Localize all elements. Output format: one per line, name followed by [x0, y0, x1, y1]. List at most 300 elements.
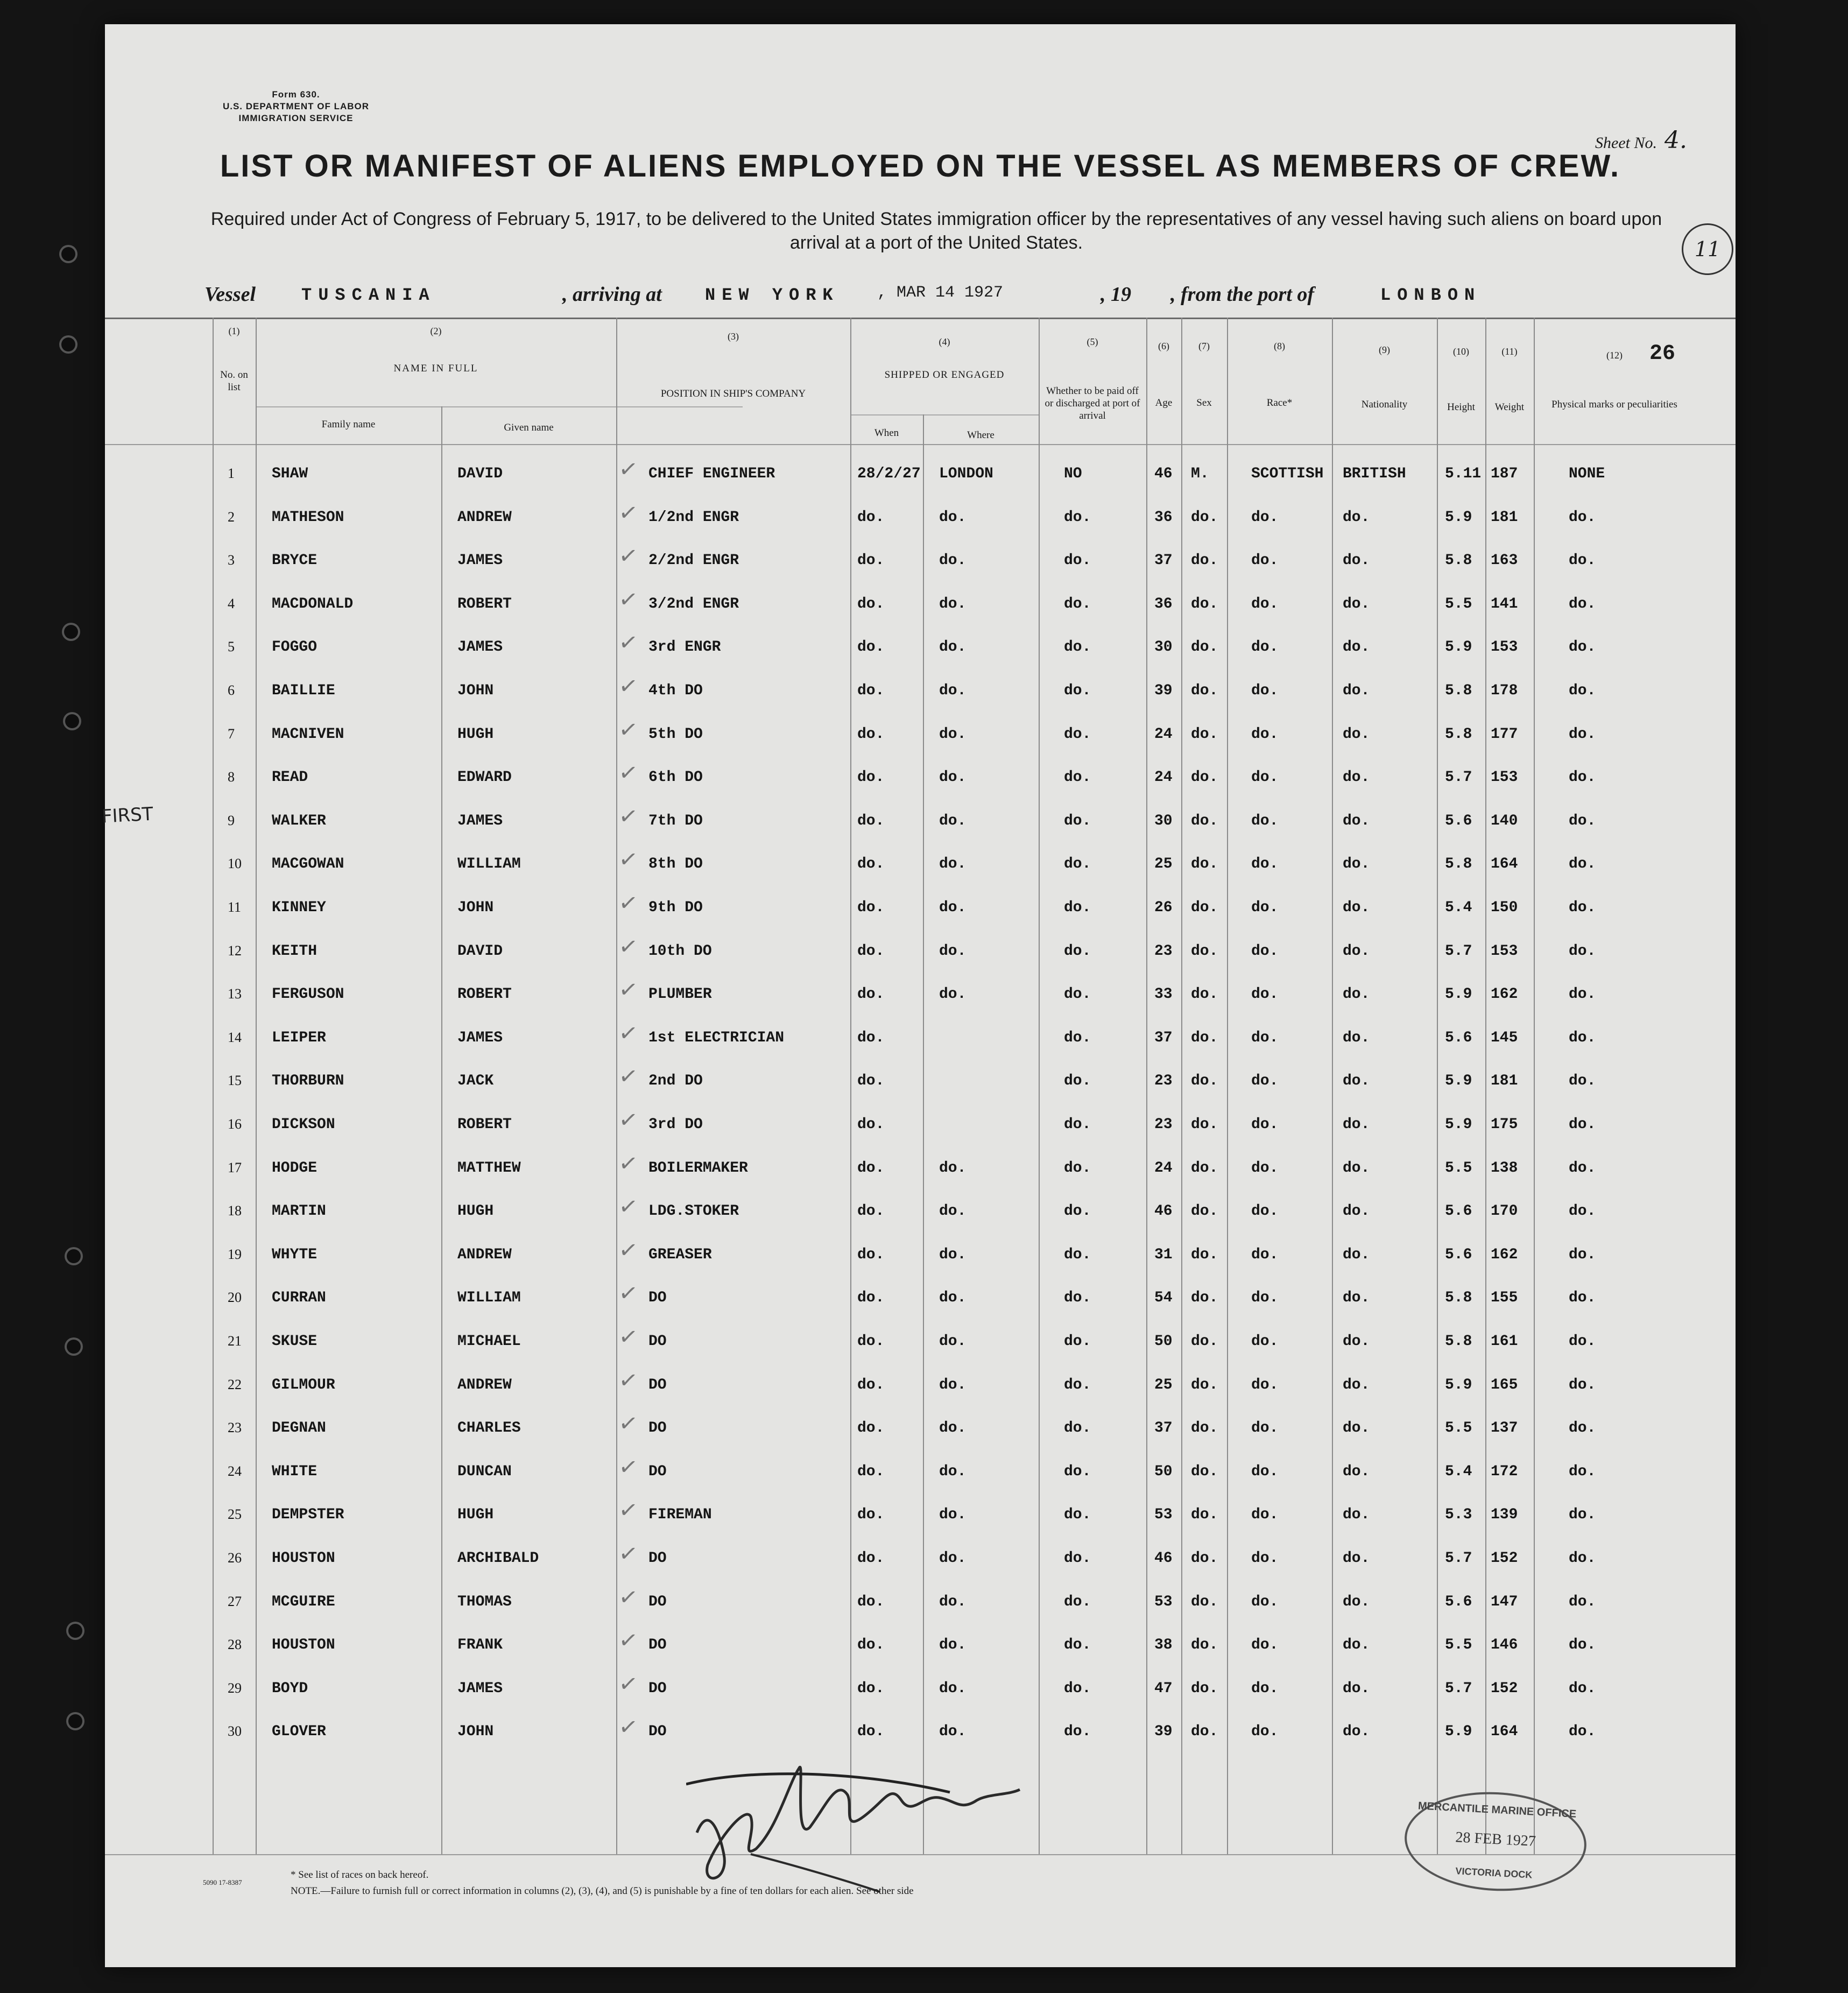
cell-given: CHARLES: [457, 1420, 521, 1437]
cell-height: 5.9: [1445, 986, 1472, 1003]
punch-hole: [62, 623, 80, 641]
cell-weight: 165: [1491, 1376, 1518, 1393]
cell-weight: 152: [1491, 1680, 1518, 1697]
cell-paid: do.: [1064, 1116, 1091, 1133]
col-header-physical-marks: Physical marks or peculiarities: [1551, 399, 1677, 410]
col-header-position: POSITION IN SHIP'S COMPANY: [660, 388, 806, 399]
checkmark-icon: ✓: [617, 1279, 640, 1308]
checkmark-icon: ✓: [617, 888, 640, 918]
table-row: [105, 454, 1736, 509]
table-row: [105, 758, 1736, 812]
col-header-when: When: [874, 427, 899, 439]
cell-paid: do.: [1064, 1073, 1091, 1090]
cell-position: 2nd DO: [648, 1073, 703, 1090]
cell-no: 13: [228, 986, 242, 1002]
cell-height: 5.8: [1445, 552, 1472, 569]
cell-family: BAILLIE: [272, 682, 335, 699]
cell-paid: do.: [1064, 1506, 1091, 1524]
cell-sex: M.: [1191, 466, 1209, 482]
cell-nat: do.: [1343, 1203, 1370, 1220]
cell-height: 5.6: [1445, 1593, 1472, 1610]
cell-age: 26: [1154, 899, 1173, 916]
cell-weight: 150: [1491, 899, 1518, 916]
cell-height: 5.8: [1445, 1333, 1472, 1350]
cell-when: do.: [857, 856, 885, 873]
cell-nat: do.: [1343, 1029, 1370, 1046]
cell-nat: do.: [1343, 1159, 1370, 1177]
cell-when: do.: [857, 769, 885, 786]
col-num-6: (6): [1158, 341, 1169, 351]
cell-where: do.: [939, 1376, 967, 1393]
cell-marks: do.: [1569, 1506, 1596, 1524]
col-num-9: (9): [1379, 344, 1390, 355]
cell-sex: do.: [1191, 639, 1218, 656]
table-row: [105, 541, 1736, 595]
cell-no: 8: [228, 769, 235, 785]
cell-nat: do.: [1343, 682, 1370, 699]
cell-no: 27: [228, 1593, 242, 1609]
cell-given: JAMES: [457, 1029, 503, 1046]
cell-paid: do.: [1064, 769, 1091, 786]
col-num-12: (12): [1606, 350, 1623, 361]
cell-height: 5.6: [1445, 1203, 1472, 1220]
cell-marks: do.: [1569, 1680, 1596, 1697]
cell-position: PLUMBER: [648, 986, 712, 1003]
cell-age: 24: [1154, 1159, 1173, 1177]
cell-marks: do.: [1569, 1463, 1596, 1480]
cell-weight: 139: [1491, 1506, 1518, 1524]
cell-position: DO: [648, 1290, 667, 1307]
checkmark-icon: ✓: [617, 1496, 640, 1525]
table-row: [105, 1452, 1736, 1506]
cell-paid: do.: [1064, 1723, 1091, 1741]
cell-when: do.: [857, 639, 885, 656]
checkmark-icon: ✓: [617, 1582, 640, 1611]
cell-height: 5.8: [1445, 856, 1472, 873]
cell-when: do.: [857, 1550, 885, 1567]
cell-weight: 181: [1491, 1073, 1518, 1090]
cell-height: 5.7: [1445, 1680, 1472, 1697]
cell-marks: do.: [1569, 899, 1596, 916]
cell-height: 5.3: [1445, 1506, 1472, 1524]
table-row: [105, 671, 1736, 726]
cell-nat: do.: [1343, 899, 1370, 916]
cell-race: do.: [1251, 1506, 1279, 1524]
cell-no: 25: [228, 1506, 242, 1523]
cell-when: do.: [857, 1159, 885, 1177]
cell-marks: do.: [1569, 812, 1596, 829]
cell-when: do.: [857, 1203, 885, 1220]
cell-when: do.: [857, 1116, 885, 1133]
cell-sex: do.: [1191, 1376, 1218, 1393]
cell-age: 38: [1154, 1637, 1173, 1654]
cell-race: do.: [1251, 1073, 1279, 1090]
cell-sex: do.: [1191, 942, 1218, 960]
cell-no: 1: [228, 466, 235, 481]
cell-race: do.: [1251, 856, 1279, 873]
checkmark-icon: ✓: [617, 758, 640, 787]
cell-sex: do.: [1191, 595, 1218, 612]
cell-family: MCGUIRE: [272, 1593, 335, 1610]
cell-where: do.: [939, 1680, 967, 1697]
cell-given: ROBERT: [457, 986, 512, 1003]
col-num-5: (5): [1087, 336, 1098, 347]
cell-given: JACK: [457, 1073, 494, 1090]
cell-position: 7th DO: [648, 812, 703, 829]
punch-hole: [66, 1712, 84, 1730]
cell-weight: 175: [1491, 1116, 1518, 1133]
cell-sex: do.: [1191, 726, 1218, 743]
cell-when: do.: [857, 509, 885, 526]
checkmark-icon: ✓: [617, 1452, 640, 1482]
cell-height: 5.9: [1445, 1073, 1472, 1090]
cell-when: do.: [857, 1290, 885, 1307]
punch-hole: [65, 1337, 83, 1356]
cell-nat: do.: [1343, 1723, 1370, 1741]
checkmark-icon: ✓: [617, 1539, 640, 1568]
cell-age: 25: [1154, 856, 1173, 873]
cell-race: do.: [1251, 1723, 1279, 1741]
cell-position: 2/2nd ENGR: [648, 552, 739, 569]
cell-given: ANDREW: [457, 1376, 512, 1393]
from-port-label: , from the port of: [1170, 283, 1315, 306]
cell-given: HUGH: [457, 1506, 494, 1524]
punch-hole: [66, 1622, 84, 1640]
table-row: [105, 1235, 1736, 1290]
print-code: 5090 17-8387: [203, 1878, 242, 1886]
cell-no: 9: [228, 812, 235, 828]
cell-position: DO: [648, 1463, 667, 1480]
cell-age: 36: [1154, 595, 1173, 612]
cell-paid: do.: [1064, 1203, 1091, 1220]
cell-family: DEGNAN: [272, 1420, 326, 1437]
col-num-10: (10): [1453, 346, 1469, 357]
cell-when: do.: [857, 1420, 885, 1437]
checkmark-icon: ✓: [617, 1669, 640, 1699]
cell-paid: do.: [1064, 856, 1091, 873]
cell-when: do.: [857, 552, 885, 569]
checkmark-icon: ✓: [617, 975, 640, 1004]
col-num-2: (2): [430, 326, 442, 336]
cell-sex: do.: [1191, 856, 1218, 873]
table-row: [105, 1062, 1736, 1116]
cell-nat: do.: [1343, 1463, 1370, 1480]
cell-family: MACDONALD: [272, 595, 354, 612]
checkmark-icon: ✓: [617, 498, 640, 527]
cell-height: 5.9: [1445, 1723, 1472, 1741]
cell-given: ANDREW: [457, 1246, 512, 1263]
checkmark-icon: ✓: [617, 1105, 640, 1135]
cell-family: WHYTE: [272, 1246, 318, 1263]
cell-nat: do.: [1343, 1073, 1370, 1090]
cell-when: do.: [857, 1029, 885, 1046]
cell-position: 3rd ENGR: [648, 639, 721, 656]
cell-when: do.: [857, 942, 885, 960]
cell-given: THOMAS: [457, 1593, 512, 1610]
cell-given: JOHN: [457, 682, 494, 699]
cell-weight: 153: [1491, 769, 1518, 786]
cell-height: 5.5: [1445, 1637, 1472, 1654]
cell-weight: 145: [1491, 1029, 1518, 1046]
punch-hole: [65, 1247, 83, 1265]
cell-age: 46: [1154, 1550, 1173, 1567]
cell-no: 16: [228, 1116, 242, 1132]
cell-family: FOGGO: [272, 639, 318, 656]
cell-age: 46: [1154, 1203, 1173, 1220]
cell-sex: do.: [1191, 769, 1218, 786]
cell-when: do.: [857, 1333, 885, 1350]
cell-family: WALKER: [272, 812, 326, 829]
col-num-4: (4): [939, 336, 950, 347]
cell-weight: 181: [1491, 509, 1518, 526]
cell-sex: do.: [1191, 1637, 1218, 1654]
cell-marks: do.: [1569, 1203, 1596, 1220]
cell-given: JAMES: [457, 812, 503, 829]
cell-marks: do.: [1569, 726, 1596, 743]
cell-sex: do.: [1191, 1593, 1218, 1610]
table-row: [105, 845, 1736, 899]
cell-paid: do.: [1064, 812, 1091, 829]
cell-nat: do.: [1343, 1333, 1370, 1350]
cell-given: JOHN: [457, 899, 494, 916]
col-header-family: Family name: [321, 419, 376, 430]
cell-height: 5.9: [1445, 1376, 1472, 1393]
table-row: [105, 932, 1736, 986]
cell-sex: do.: [1191, 1290, 1218, 1307]
cell-when: do.: [857, 899, 885, 916]
cell-where: do.: [939, 1420, 967, 1437]
col-header-height: Height: [1447, 402, 1475, 413]
table-row: [105, 1018, 1736, 1073]
cell-weight: 172: [1491, 1463, 1518, 1480]
cell-where: do.: [939, 769, 967, 786]
cell-paid: do.: [1064, 1029, 1091, 1046]
cell-age: 30: [1154, 812, 1173, 829]
cell-race: do.: [1251, 1159, 1279, 1177]
cell-race: do.: [1251, 595, 1279, 612]
cell-paid: do.: [1064, 595, 1091, 612]
cell-marks: do.: [1569, 639, 1596, 656]
table-row: [105, 715, 1736, 769]
cell-position: 4th DO: [648, 682, 703, 699]
cell-position: 6th DO: [648, 769, 703, 786]
cell-when: do.: [857, 1637, 885, 1654]
table-row: [105, 801, 1736, 856]
cell-race: do.: [1251, 1637, 1279, 1654]
checkmark-icon: ✓: [617, 1713, 640, 1742]
cell-when: do.: [857, 1463, 885, 1480]
cell-when: do.: [857, 1593, 885, 1610]
cell-paid: do.: [1064, 1333, 1091, 1350]
cell-where: do.: [939, 1246, 967, 1263]
cell-age: 39: [1154, 1723, 1173, 1741]
checkmark-icon: ✓: [617, 1409, 640, 1438]
footnote-races: * See list of races on back hereof.: [291, 1869, 429, 1881]
cell-given: DUNCAN: [457, 1463, 512, 1480]
cell-nat: do.: [1343, 1420, 1370, 1437]
cell-weight: 177: [1491, 726, 1518, 743]
cell-no: 29: [228, 1680, 242, 1696]
cell-position: 3rd DO: [648, 1116, 703, 1133]
cell-no: 23: [228, 1420, 242, 1436]
cell-marks: NONE: [1569, 466, 1605, 482]
cell-nat: do.: [1343, 812, 1370, 829]
cell-sex: do.: [1191, 1159, 1218, 1177]
cell-sex: do.: [1191, 1463, 1218, 1480]
cell-nat: do.: [1343, 1680, 1370, 1697]
cell-weight: 138: [1491, 1159, 1518, 1177]
cell-nat: do.: [1343, 1376, 1370, 1393]
cell-paid: do.: [1064, 1159, 1091, 1177]
cell-sex: do.: [1191, 1723, 1218, 1741]
cell-age: 50: [1154, 1333, 1173, 1350]
table-row: [105, 888, 1736, 942]
col-num-1: (1): [228, 326, 240, 336]
cell-height: 5.11: [1445, 466, 1482, 482]
cell-race: do.: [1251, 1116, 1279, 1133]
cell-where: do.: [939, 595, 967, 612]
cell-height: 5.4: [1445, 1463, 1472, 1480]
cell-height: 5.9: [1445, 509, 1472, 526]
cell-sex: do.: [1191, 1073, 1218, 1090]
cell-given: WILLIAM: [457, 856, 521, 873]
checkmark-icon: ✓: [617, 845, 640, 874]
cell-marks: do.: [1569, 1073, 1596, 1090]
cell-age: 54: [1154, 1290, 1173, 1307]
cell-marks: do.: [1569, 1420, 1596, 1437]
cell-no: 15: [228, 1073, 242, 1089]
cell-paid: do.: [1064, 1680, 1091, 1697]
cell-paid: do.: [1064, 726, 1091, 743]
vessel-name: TUSCANIA: [301, 285, 436, 305]
cell-marks: do.: [1569, 1029, 1596, 1046]
table-row: [105, 1669, 1736, 1723]
cell-age: 23: [1154, 942, 1173, 960]
cell-no: 4: [228, 595, 235, 611]
col-header-no-on-list: No. on list: [220, 369, 248, 393]
cell-sex: do.: [1191, 1680, 1218, 1697]
cell-weight: 147: [1491, 1593, 1518, 1610]
cell-sex: do.: [1191, 1203, 1218, 1220]
cell-race: do.: [1251, 1246, 1279, 1263]
cell-marks: do.: [1569, 1116, 1596, 1133]
cell-given: WILLIAM: [457, 1290, 521, 1307]
cell-family: LEIPER: [272, 1029, 326, 1046]
cell-given: MICHAEL: [457, 1333, 521, 1350]
cell-age: 31: [1154, 1246, 1173, 1263]
cell-height: 5.6: [1445, 1246, 1472, 1263]
cell-race: do.: [1251, 1680, 1279, 1697]
cell-weight: 146: [1491, 1637, 1518, 1654]
col-header-weight: Weight: [1494, 402, 1525, 413]
cell-when: do.: [857, 726, 885, 743]
cell-weight: 178: [1491, 682, 1518, 699]
cell-age: 23: [1154, 1116, 1173, 1133]
cell-height: 5.8: [1445, 726, 1472, 743]
table-row: [105, 584, 1736, 639]
cell-sex: do.: [1191, 812, 1218, 829]
checkmark-icon: ✓: [617, 1625, 640, 1655]
cell-family: READ: [272, 769, 308, 786]
cell-weight: 187: [1491, 466, 1518, 482]
cell-race: SCOTTISH: [1251, 466, 1324, 482]
checkmark-icon: ✓: [617, 584, 640, 614]
cell-weight: 153: [1491, 639, 1518, 656]
cell-marks: do.: [1569, 1290, 1596, 1307]
cell-no: 3: [228, 552, 235, 568]
cell-weight: 162: [1491, 986, 1518, 1003]
checkmark-icon: ✓: [617, 1192, 640, 1221]
table-row: [105, 1279, 1736, 1333]
checkmark-icon: ✓: [617, 454, 640, 484]
table-row: [105, 1105, 1736, 1159]
punch-hole: [59, 335, 77, 354]
cell-nat: do.: [1343, 1290, 1370, 1307]
cell-marks: do.: [1569, 1333, 1596, 1350]
cell-no: 12: [228, 942, 242, 959]
cell-height: 5.5: [1445, 1159, 1472, 1177]
cell-marks: do.: [1569, 1550, 1596, 1567]
cell-where: do.: [939, 552, 967, 569]
cell-race: do.: [1251, 942, 1279, 960]
cell-when: do.: [857, 1246, 885, 1263]
cell-height: 5.7: [1445, 769, 1472, 786]
cell-sex: do.: [1191, 1333, 1218, 1350]
cell-race: do.: [1251, 769, 1279, 786]
cell-paid: do.: [1064, 509, 1091, 526]
cell-marks: do.: [1569, 986, 1596, 1003]
cell-paid: do.: [1064, 899, 1091, 916]
cell-position: 9th DO: [648, 899, 703, 916]
cell-no: 22: [228, 1376, 242, 1392]
cell-no: 28: [228, 1637, 242, 1653]
checkmark-icon: ✓: [617, 671, 640, 701]
cell-nat: do.: [1343, 1116, 1370, 1133]
cell-age: 53: [1154, 1593, 1173, 1610]
cell-race: do.: [1251, 682, 1279, 699]
cell-position: DO: [648, 1637, 667, 1654]
cell-position: FIREMAN: [648, 1506, 712, 1524]
cell-nat: do.: [1343, 1506, 1370, 1524]
cell-when: do.: [857, 1073, 885, 1090]
cell-family: MATHESON: [272, 509, 344, 526]
cell-sex: do.: [1191, 1246, 1218, 1263]
cell-position: DO: [648, 1376, 667, 1393]
cell-family: HOUSTON: [272, 1550, 335, 1567]
cell-when: do.: [857, 1723, 885, 1741]
cell-position: DO: [648, 1420, 667, 1437]
cell-height: 5.5: [1445, 595, 1472, 612]
col-header-nationality: Nationality: [1361, 399, 1408, 410]
cell-sex: do.: [1191, 552, 1218, 569]
cell-no: 5: [228, 639, 235, 655]
punch-hole: [63, 712, 81, 730]
cell-where: do.: [939, 1333, 967, 1350]
cell-nat: do.: [1343, 986, 1370, 1003]
cell-paid: do.: [1064, 1420, 1091, 1437]
cell-nat: do.: [1343, 856, 1370, 873]
cell-no: 7: [228, 726, 235, 742]
cell-paid: do.: [1064, 639, 1091, 656]
cell-where: do.: [939, 509, 967, 526]
table-row: [105, 628, 1736, 682]
table-row: [105, 1149, 1736, 1203]
cell-nat: BRITISH: [1343, 466, 1406, 482]
cell-nat: do.: [1343, 595, 1370, 612]
cell-race: do.: [1251, 1029, 1279, 1046]
cell-age: 24: [1154, 769, 1173, 786]
cell-marks: do.: [1569, 856, 1596, 873]
